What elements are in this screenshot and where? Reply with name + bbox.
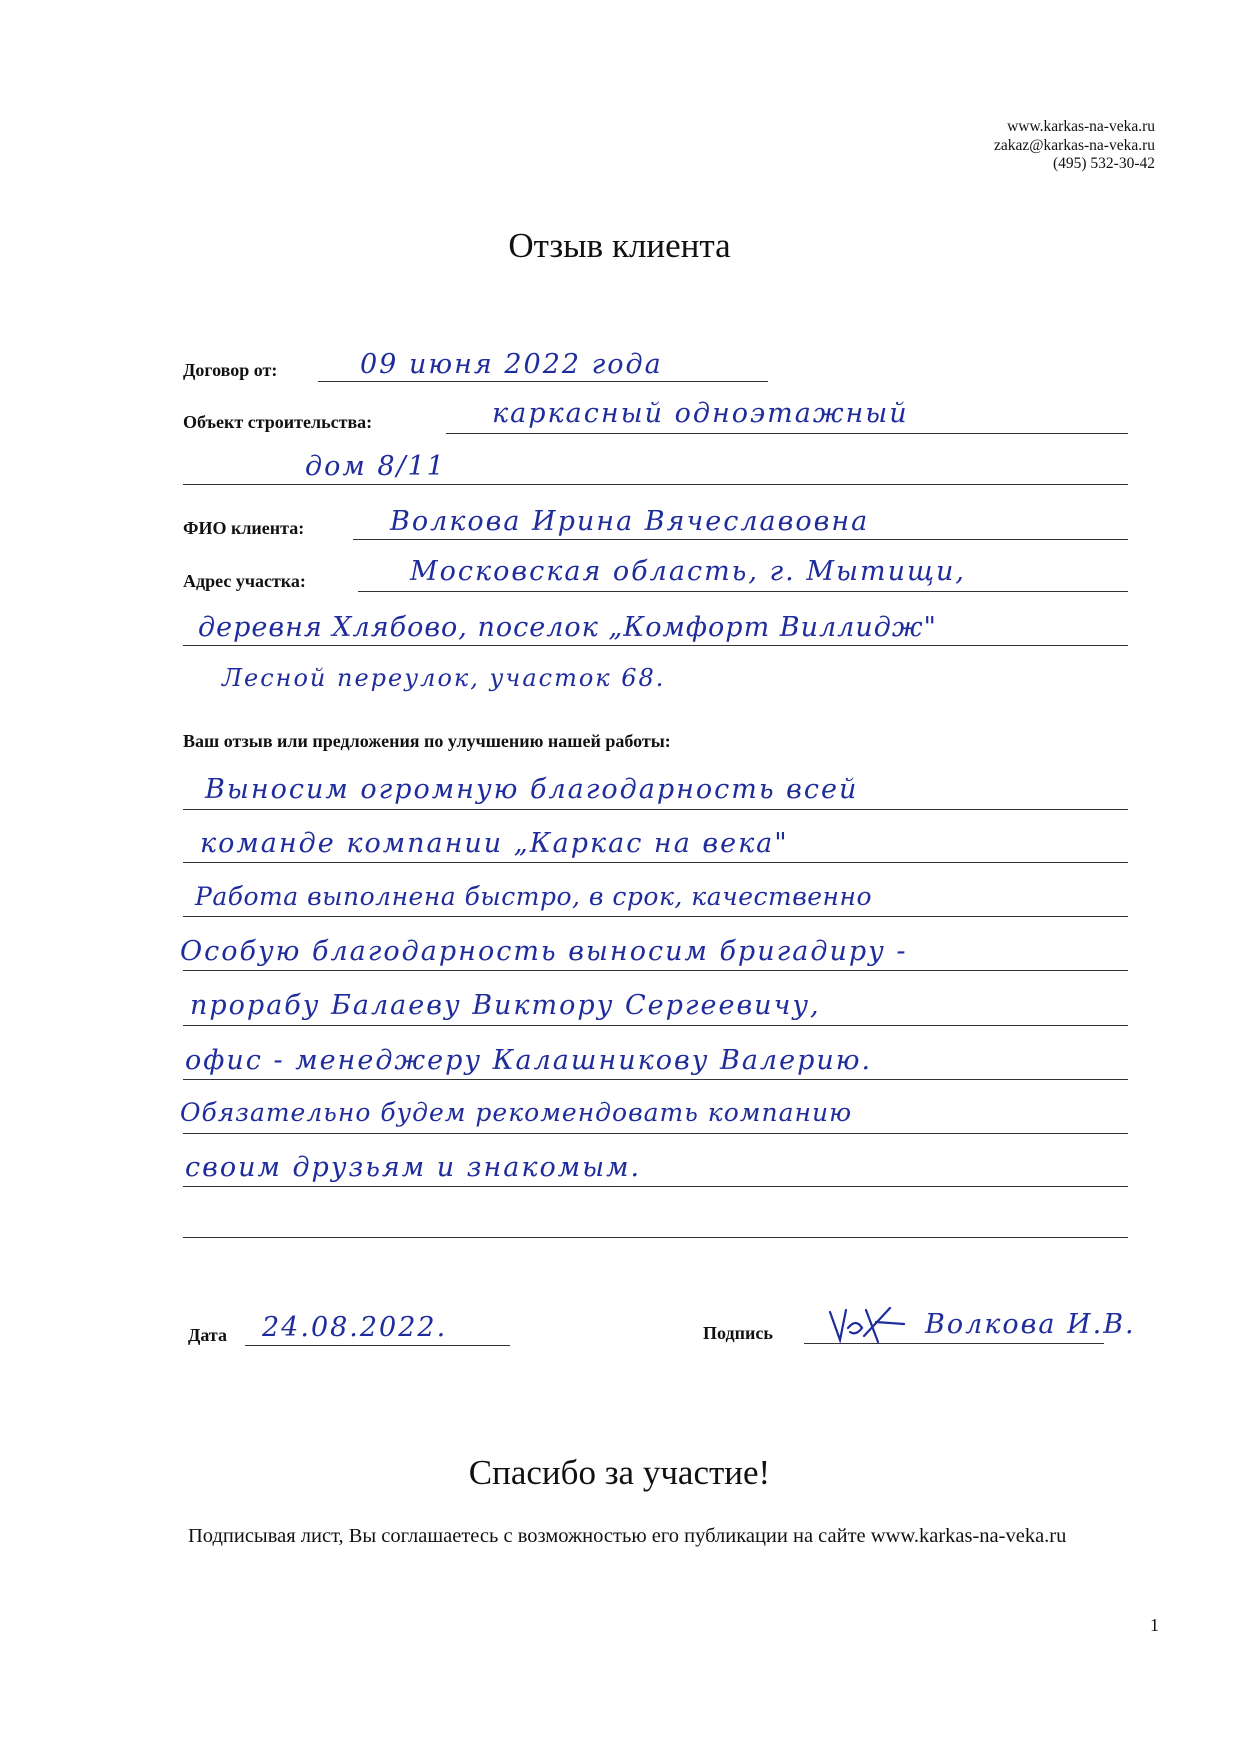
date-label: Дата (188, 1325, 227, 1345)
date-line (245, 1345, 510, 1346)
address-value-1: Московская область, г. Мытищи, (410, 556, 966, 587)
website-text: www.karkas-na-veka.ru (1007, 118, 1155, 135)
contract-label: Договор от: (183, 360, 278, 380)
signature-name: Волкова И.В. (925, 1309, 1136, 1340)
address-label: Адрес участка: (183, 571, 306, 591)
address-value-3: Лесной переулок, участок 68. (222, 664, 666, 692)
feedback-text-6: офис - менеджеру Калашникову Валерию. (185, 1045, 873, 1076)
feedback-line-3 (183, 916, 1128, 917)
page-title: Отзыв клиента (508, 226, 731, 265)
object-value-1: каркасный одноэтажный (492, 398, 909, 429)
feedback-line-7 (183, 1133, 1128, 1134)
contract-line (318, 381, 768, 382)
feedback-line-1 (183, 809, 1128, 810)
feedback-line-4 (183, 970, 1128, 971)
feedback-text-4: Особую благодарность выносим бригадиру - (180, 936, 908, 967)
feedback-text-8: своим друзьям и знакомым. (185, 1152, 642, 1183)
address-line-1 (358, 591, 1128, 592)
object-line-1 (446, 433, 1128, 434)
feedback-line-5 (183, 1025, 1128, 1026)
client-label: ФИО клиента: (183, 518, 305, 538)
feedback-line-8 (183, 1186, 1128, 1187)
feedback-line-9 (183, 1237, 1128, 1238)
consent-note: Подписывая лист, Вы соглашаетесь с возможностью его публикации на сайте www.karkas-na-veka.ru (188, 1525, 1067, 1547)
feedback-text-1: Выносим огромную благодарность всей (205, 774, 859, 805)
feedback-text-2: команде компании „Каркас на века" (200, 828, 789, 859)
feedback-line-6 (183, 1079, 1128, 1080)
phone-text: (495) 532-30-42 (1052, 155, 1155, 172)
client-line (353, 539, 1128, 540)
feedback-text-7: Обязательно будем рекомендовать компанию (180, 1098, 853, 1127)
address-value-2: деревня Хлябово, поселок „Комфорт Виллидж" (198, 612, 937, 643)
contacts-block (994, 118, 1155, 174)
feedback-text-5: прорабу Балаеву Виктору Сергеевичу, (190, 990, 821, 1021)
thanks-heading: Спасибо за участие! (468, 1453, 771, 1492)
signature-label: Подпись (703, 1323, 773, 1343)
object-line-2 (183, 484, 1128, 485)
object-label: Объект строительства: (183, 412, 373, 432)
feedback-label: Ваш отзыв или предложения по улучшению нашей работы: (183, 731, 671, 751)
object-value-2: дом 8/11 (305, 451, 446, 482)
email-text: zakaz@karkas-na-veka.ru (994, 136, 1155, 154)
page-number: 1 (1150, 1615, 1159, 1635)
signature-scribble (826, 1302, 916, 1348)
feedback-line-2 (183, 862, 1128, 863)
address-line-2 (183, 645, 1128, 646)
date-value: 24.08.2022. (262, 1312, 448, 1343)
feedback-text-3: Работа выполнена быстро, в срок, качественно (195, 882, 873, 911)
client-value: Волкова Ирина Вячеславовна (390, 506, 870, 537)
contract-value: 09 июня 2022 года (360, 349, 663, 380)
